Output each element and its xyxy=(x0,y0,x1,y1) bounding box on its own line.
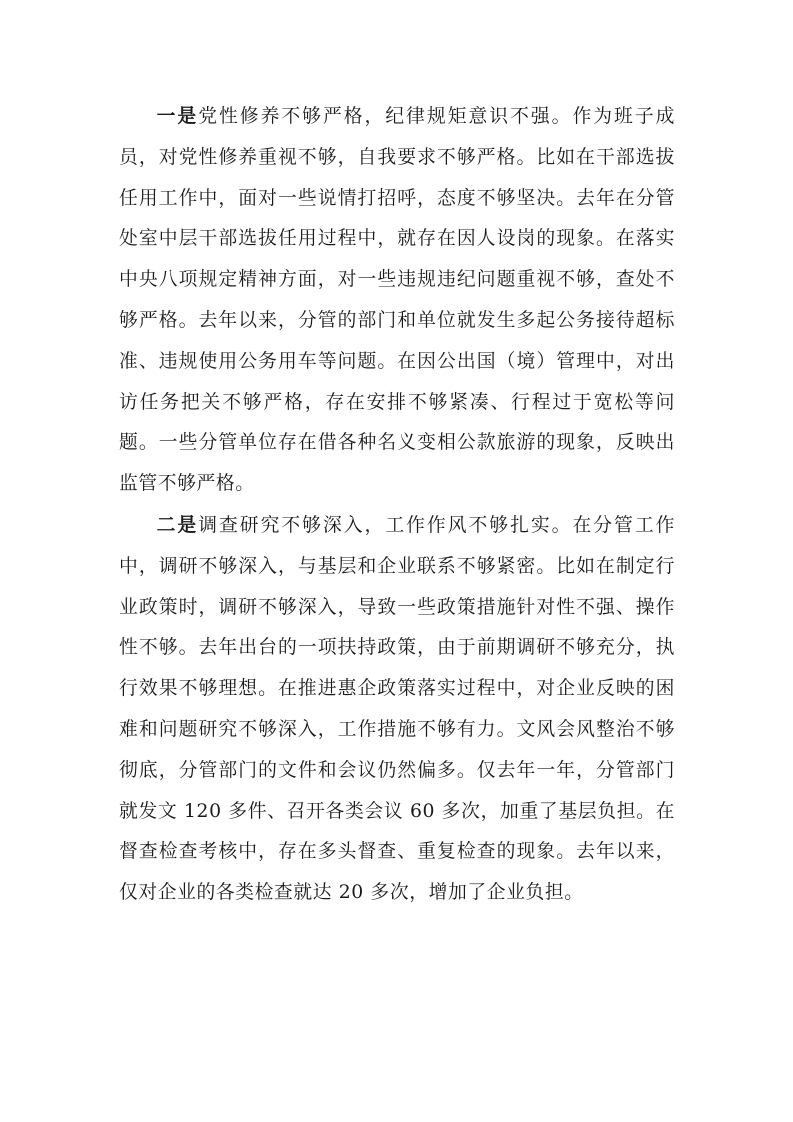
document-body xyxy=(119,96,675,914)
paragraph-1-text: 党性修养不够严格，纪律规矩意识不强。作为班子成员，对党性修养重视不够，自我要求不够严格。比如在干部选拔任用工作中，面对一些说情打招呼，态度不够坚决。去年在分管处室中层干部选拔任用过程中，就存在因人设岗的现象。在落实中央八项规定精神方面，对一些违规违纪问题重视不够，查处不够严格。去年以来，分管的部门和单位就发生多起公务接待超标准、违规使用公务用车等问题。在因公出国（境）管理中，对出访任务把关不够严格，存在安排不够紧凑、行程过于宽松等问题。一些分管单位存在借各种名义变相公款旅游的现象，反映出监管不够严格。 xyxy=(119,106,675,495)
paragraph-2 xyxy=(119,505,675,914)
paragraph-1-lead: 一是 xyxy=(156,105,199,127)
paragraph-2-text: 调查研究不够深入，工作作风不够扎实。在分管工作中，调研不够深入，与基层和企业联系不够紧密。比如在制定行业政策时，调研不够深入，导致一些政策措施针对性不强、操作性不够。去年出台的一项扶持政策，由于前期调研不够充分，执行效果不够理想。在推进惠企政策落实过程中，对企业反映的困难和问题研究不够深入，工作措施不够有力。文风会风整治不够彻底，分管部门的文件和会议仍然偏多。仅去年一年，分管部门就发文 120 多件、召开各类会议 60 多次，加重了基层负担。在督查检查考核中，存在多头督查、重复检查的现象。去年以来，仅对企业的各类检查就达 20 多次，增加了企业负担。 xyxy=(119,514,675,904)
paragraph-1 xyxy=(119,96,675,505)
paragraph-2-lead: 二是 xyxy=(156,513,199,536)
